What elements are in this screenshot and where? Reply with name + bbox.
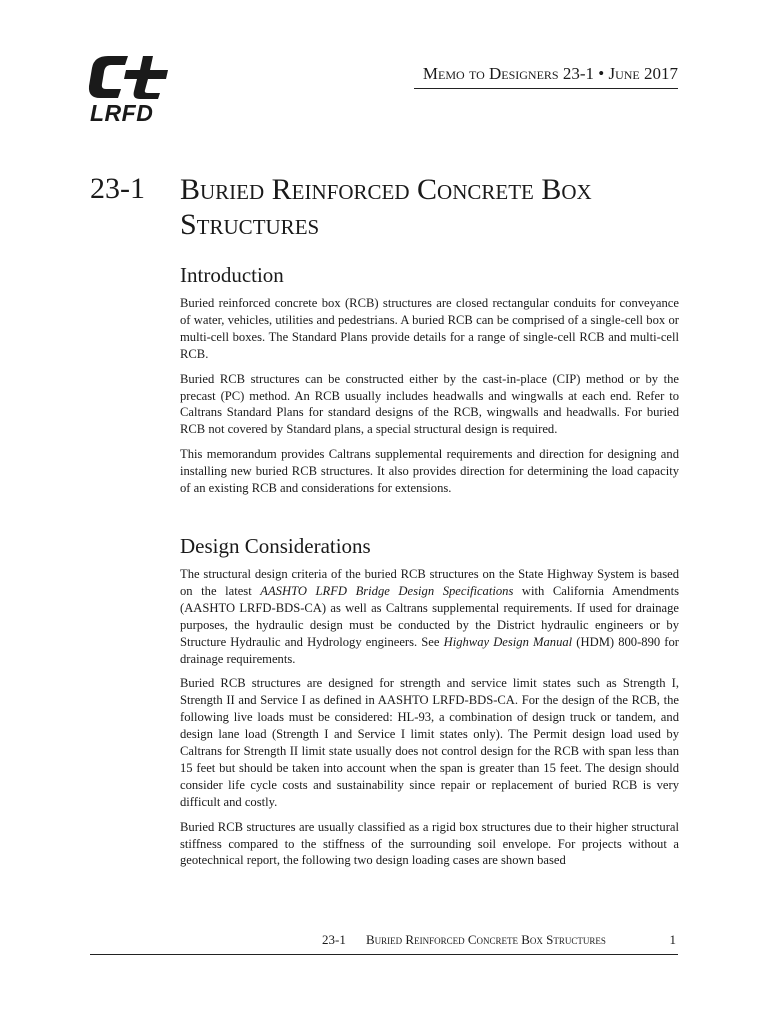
intro-paragraph-1: Buried reinforced concrete box (RCB) structures are closed rectangular conduits for conveyance of water, vehicles, utilities and pedestrians. A buried RCB can be comprised of a single-cell box or multi-cell boxes. The Standard Plans provide details for a range of single-cell RCB and multi-cell RCB. bbox=[180, 296, 679, 361]
footer-section-title: Buried Reinforced Concrete Box Structures bbox=[366, 932, 606, 947]
intro-paragraph-3: This memorandum provides Caltrans supplemental requirements and direction for designing and installing new buried RCB structures. It also provides direction for determining the load capacity of an existing RCB and considerations for extensions. bbox=[180, 447, 679, 496]
chapter-number: 23-1 bbox=[90, 172, 145, 205]
page-number: 1 bbox=[669, 932, 676, 947]
footer-rule bbox=[90, 954, 678, 955]
italic-reference: AASHTO LRFD Bridge Design Specifications bbox=[260, 583, 514, 598]
caltrans-ct-icon bbox=[88, 54, 170, 100]
design-paragraph-1 bbox=[180, 566, 679, 667]
design-paragraph-2: Buried RCB structures are designed for strength and service limit states such as Strength I, Strength II and Service I as defined in AASHTO LRFD-BDS-CA. For the design of the RCB, the following live loads must be considered: HL-93, a combination of design truck or tandem, and design lane load (Strength I and Service I limit states only). The Permit design load used by Caltrans for Strength II limit state usually does not control design for the RCB with span less than 15 feet but should be taken into account when the span is greater than 15 feet. The design should consider life cycle costs and sustainability since repair or replacement of buried RCB is very difficult and costly. bbox=[180, 676, 679, 809]
chapter-title: Buried Reinforced Concrete Box Structures bbox=[180, 173, 592, 241]
section-heading-design-considerations: Design Considerations bbox=[180, 533, 371, 558]
text-run: with California Amendments (AASHTO LRFD-BDS-CA) as well as Caltrans supplemental requirements. If used for drainage purposes, the hydraulic design must be conducted by the District hydraulic engineers or by Structure Hydraulic and Hydrology engineers. See bbox=[180, 583, 679, 649]
italic-reference: Highway Design Manual bbox=[443, 634, 573, 649]
header-rule bbox=[414, 88, 678, 89]
logo-text: LRFD bbox=[90, 100, 154, 126]
memo-header: Memo to Designers 23-1 • June 2017 bbox=[422, 64, 678, 83]
caltrans-lrfd-logo bbox=[88, 54, 170, 128]
design-paragraph-3: Buried RCB structures are usually classified as a rigid box structures due to their higher structural stiffness compared to the stiffness of the surrounding soil envelope. For projects without a geotechnical report, the following two design loading cases are shown based bbox=[180, 819, 679, 868]
intro-paragraph-2: Buried RCB structures can be constructed either by the cast-in-place (CIP) method or by the precast (PC) method. An RCB usually includes headwalls and wingwalls at each end. Refer to Caltrans Standard Plans for standard designs of the RCB, wingwalls and headwalls. For buried RCB not covered by Standard plans, a special structural design is required. bbox=[180, 371, 679, 437]
section-heading-introduction: Introduction bbox=[180, 263, 284, 287]
footer-section-number: 23-1 bbox=[322, 932, 346, 947]
text-run: (HDM) 800-890 for drainage requirements. bbox=[180, 634, 679, 666]
main-content bbox=[180, 262, 679, 877]
text-run: The structural design criteria of the buried RCB structures on the State Highway System is based on the latest bbox=[180, 566, 679, 598]
page-footer bbox=[90, 930, 678, 952]
